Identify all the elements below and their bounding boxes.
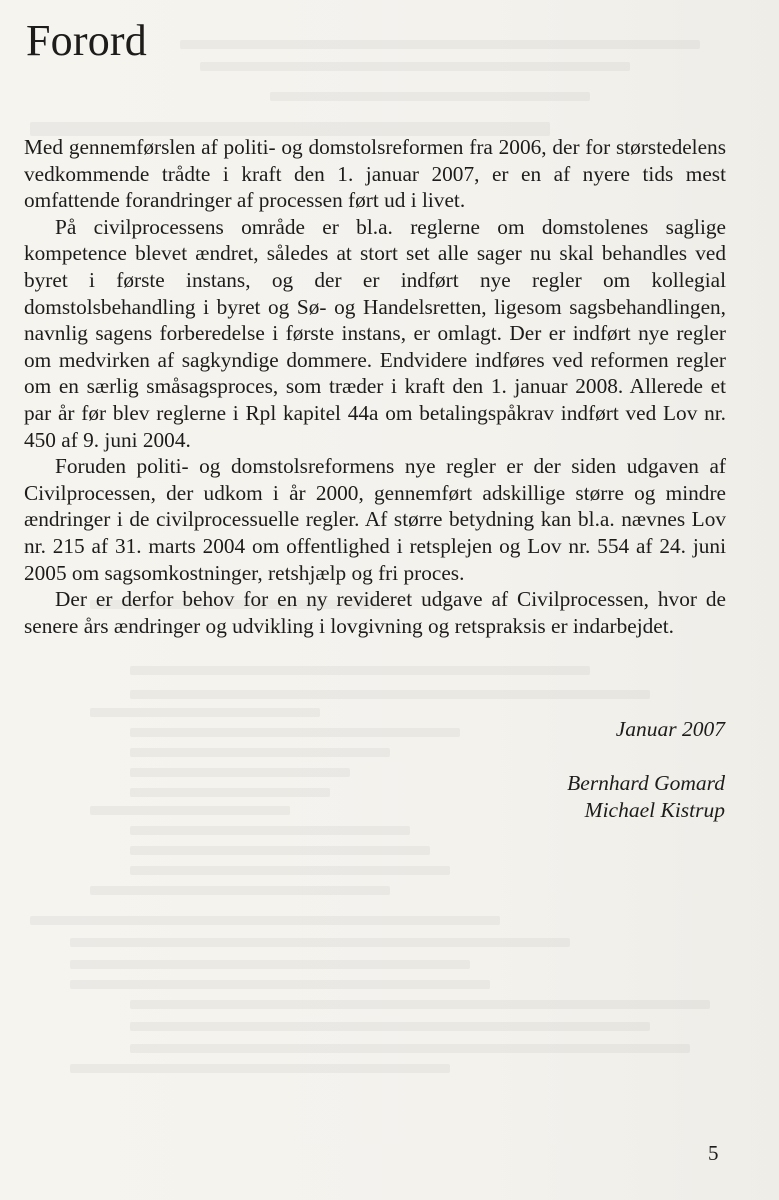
- paragraph: På civilprocessens område er bl.a. reglerne om domstolenes saglige kompetence blevet ændret, således at stort set alle sager nu skal behandles ved byret i første instans, og der er indført nye regler om kollegial domstolsbehandling i byret og Sø- og Handelsretten, ligesom sagsbehandlingen, navnlig sagens forberedelse i første instans, er omlagt. Der er indført nye regler om medvirken af sagkyndige dommere. Endvidere indføres ved reformen regler om en særlig småsagsproces, som træder i kraft den 1. januar 2008. Allerede et par år før blev reglerne i Rpl kapitel 44a om betalingspåkrav indført ved Lov nr. 450 af 9. juni 2004.: [24, 214, 726, 452]
- paragraph: Med gennemførslen af politi- og domstolsreformen fra 2006, der for størstedelens vedkommende trådte i kraft den 1. januar 2007, er en af nyere tids mest omfattende forandringer af processen ført ud i livet.: [24, 135, 726, 213]
- paragraph: Der er derfor behov for en ny revideret udgave af Civilprocessen, hvor de senere års ændringer og udvikling i lovgivning og retspraksis er indarbejdet.: [24, 587, 726, 638]
- page-number: 5: [708, 1141, 719, 1165]
- author-signatures: [567, 770, 725, 823]
- preface-body: [24, 134, 726, 639]
- page-title: Forord: [26, 16, 147, 65]
- paragraph: Foruden politi- og domstolsreformens nye regler er der siden udgaven af Civilprocessen, der udkom i år 2000, gennemført adskillige større og mindre ændringer i de civilprocessuelle regler. Af større betydning kan bl.a. nævnes Lov nr. 215 af 31. marts 2004 om offentlighed i retsplejen og Lov nr. 554 af 24. juni 2005 om sagsomkostninger, retshjælp og fri proces.: [24, 454, 726, 585]
- author-name: Michael Kistrup: [584, 797, 725, 822]
- preface-date: Januar 2007: [615, 717, 725, 741]
- author-name: Bernhard Gomard: [567, 771, 725, 795]
